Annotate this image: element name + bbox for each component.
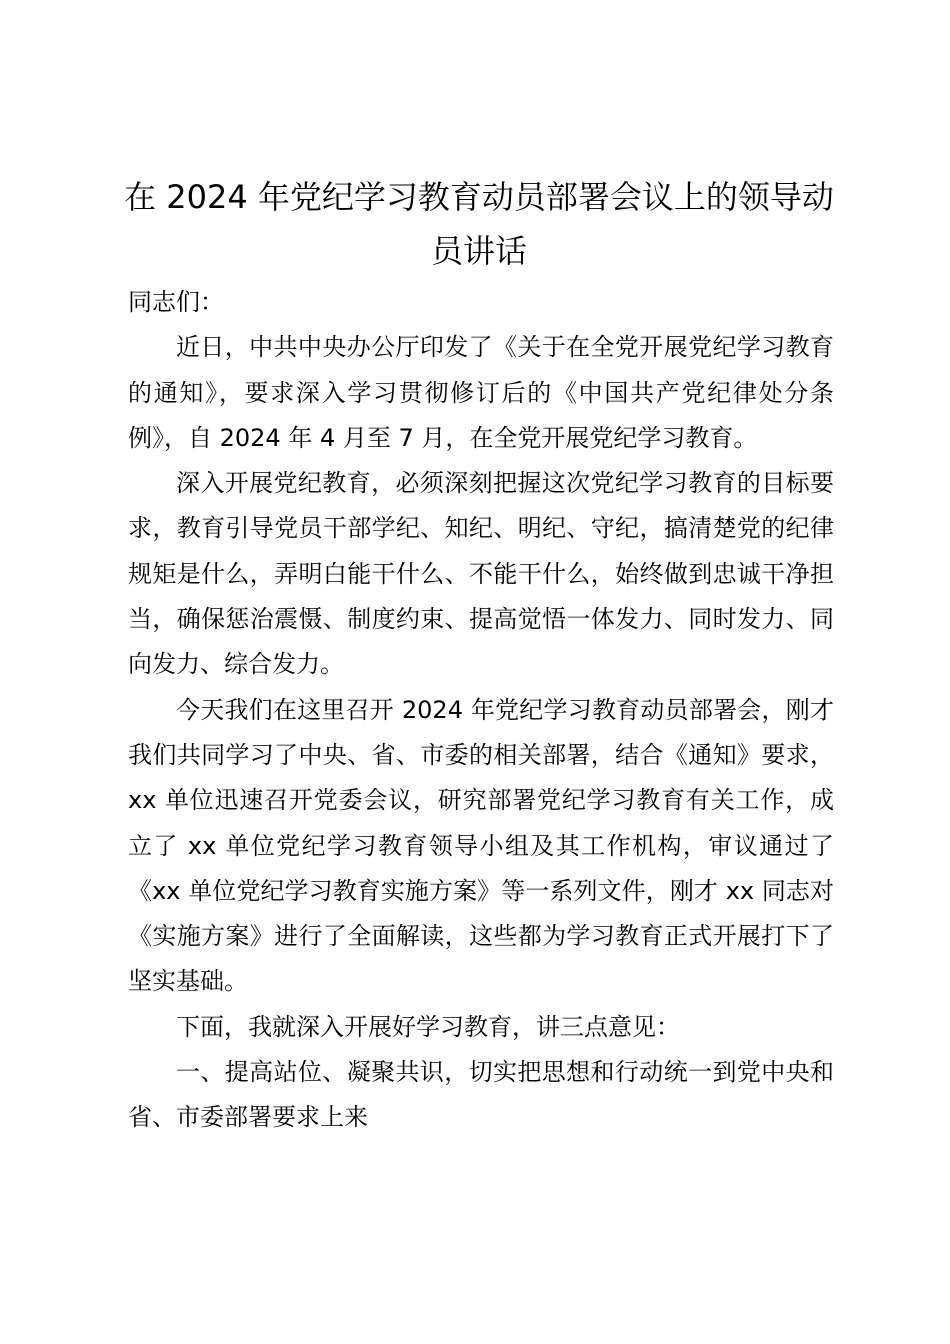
salutation: 同志们：	[128, 288, 224, 316]
paragraph-meeting: 今天我们在这里召开 2024 年党纪学习教育动员部署会，刚才我们共同学习了中央、省、市委的相关部署，结合《通知》要求，xx 单位迅速召开党委会议，研究部署党纪学习教育有关工作，成立了 xx 单位党纪学习教育领导小组及其工作机构，审议通过了《xx 单位党纪学习教育实施方案》等一系列文件，刚才 xx 同志对《实施方案》进行了全面解读，这些都为学习教育正式开展打下了坚实基础。	[128, 695, 834, 996]
section-heading-one: 一、提高站位、凝聚共识，切实把思想和行动统一到党中央和省、市委部署要求上来	[128, 1058, 834, 1132]
paragraph-three-points: 下面，我就深入开展好学习教育，讲三点意见：	[176, 1012, 680, 1041]
paragraph-intro: 近日，中共中央办公厅印发了《关于在全党开展党纪学习教育的通知》，要求深入学习贯彻修订后的《中国共产党纪律处分条例》，自 2024 年 4 月至 7 月，在全党开展党纪学习教育。	[128, 333, 834, 452]
document-body	[128, 280, 834, 1141]
paragraph-objectives: 深入开展党纪教育，必须深刻把握这次党纪学习教育的目标要求，教育引导党员干部学纪、知纪、明纪、守纪，搞清楚党的纪律规矩是什么，弄明白能干什么、不能干什么，始终做到忠诚干净担当，确保惩治震慑、制度约束、提高觉悟一体发力、同时发力、同向发力、综合发力。	[128, 469, 834, 679]
document-title: 在 2024 年党纪学习教育动员部署会议上的领导动员讲话	[124, 178, 834, 270]
